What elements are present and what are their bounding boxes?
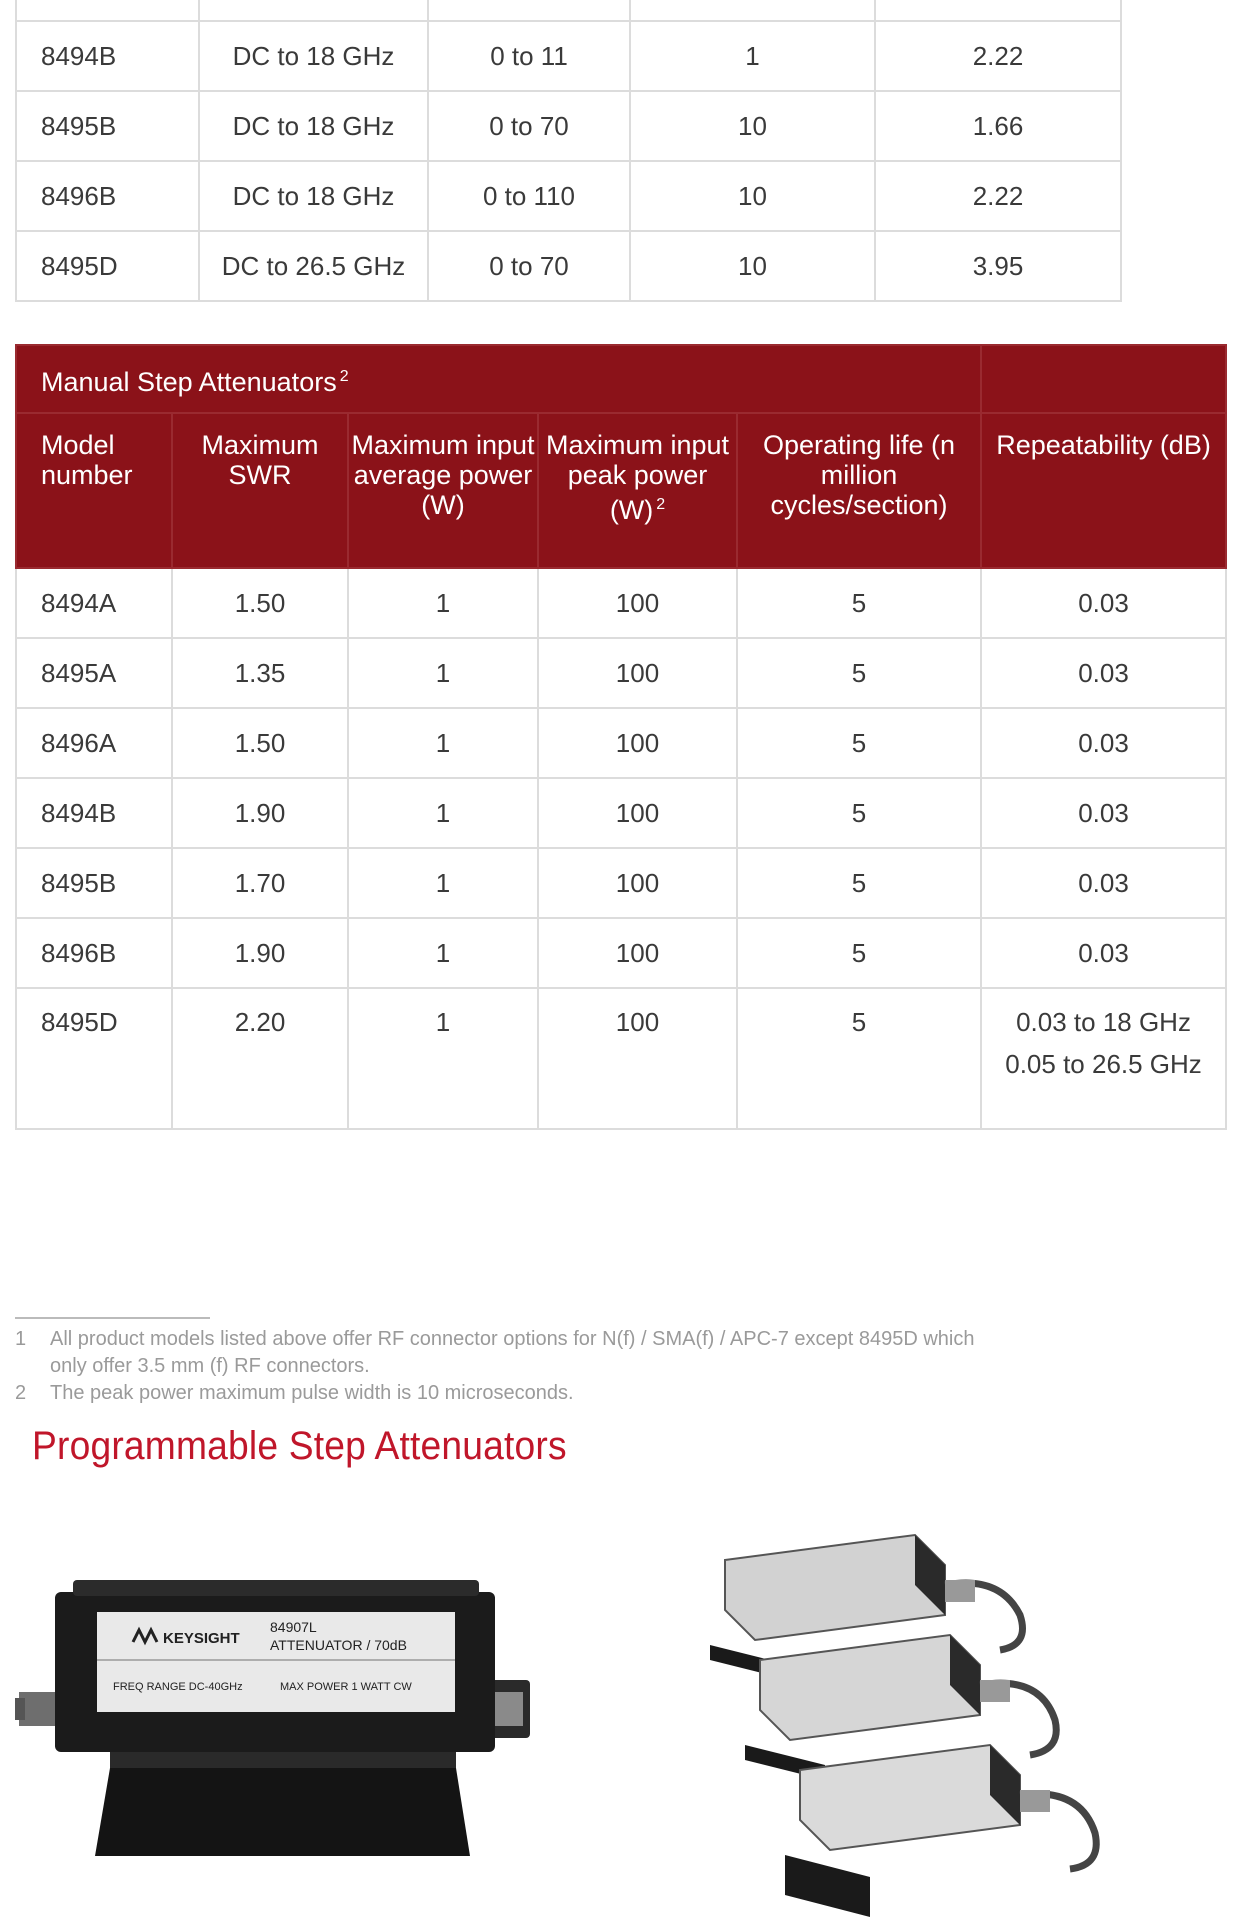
footnote-ref: 2 xyxy=(339,367,349,385)
range-cell: 0 to 70 xyxy=(428,91,630,161)
label-brand: KEYSIGHT xyxy=(163,1630,240,1647)
model-cell: 8496A xyxy=(16,708,172,778)
footnote-ref: 2 xyxy=(656,496,666,513)
range-cell: 0 to 70 xyxy=(428,231,630,301)
label-power: MAX POWER 1 WATT CW xyxy=(280,1681,412,1693)
header-repeatability: Repeatability (dB) xyxy=(981,413,1226,568)
label-model: 84907L xyxy=(270,1619,317,1635)
stand-base xyxy=(95,1768,470,1856)
table-row xyxy=(16,21,1121,91)
fixed-attenuator-table xyxy=(15,0,1122,302)
model-cell: 8495B xyxy=(16,848,172,918)
table-row xyxy=(16,638,1226,708)
avg-power-cell: 1 xyxy=(348,778,538,848)
range-cell: 0 to 11 xyxy=(428,21,630,91)
repeatability-line: 0.05 to 26.5 GHz xyxy=(1005,1049,1202,1079)
repeatability-cell: 0.03 xyxy=(981,638,1226,708)
peak-power-cell: 100 xyxy=(538,708,737,778)
footnote-number: 2 xyxy=(15,1382,27,1404)
peak-power-cell: 100 xyxy=(538,638,737,708)
header-model-number: Model number xyxy=(16,413,172,568)
avg-power-cell: 1 xyxy=(348,918,538,988)
label-name: ATTENUATOR / 70dB xyxy=(270,1637,407,1653)
table-row xyxy=(16,778,1226,848)
repeatability-cell: 0.03 xyxy=(981,568,1226,638)
repeatability-line: 0.03 to 18 GHz xyxy=(1016,1007,1191,1037)
avg-power-cell: 1 xyxy=(348,638,538,708)
attenuator-top xyxy=(73,1580,479,1596)
model-cell: 8495D xyxy=(16,231,199,301)
table-row-cut xyxy=(16,0,1121,21)
table-title-text: Manual Step Attenuators xyxy=(41,366,337,397)
avg-power-cell: 1 xyxy=(348,568,538,638)
life-cell: 5 xyxy=(737,638,981,708)
step-cell: 1 xyxy=(630,21,875,91)
table-header-row xyxy=(16,413,1226,568)
swr-cell: 1.90 xyxy=(172,918,348,988)
table-title-row xyxy=(16,345,1226,413)
header-operating-life: Operating life (n million cycles/section) xyxy=(737,413,981,568)
table-row xyxy=(16,231,1121,301)
manual-step-attenuators-table xyxy=(15,344,1227,1130)
model-cell: 8494B xyxy=(16,21,199,91)
table-row xyxy=(16,918,1226,988)
repeatability-cell xyxy=(981,988,1226,1129)
section-title: Programmable Step Attenuators xyxy=(32,1424,567,1468)
peak-power-cell: 100 xyxy=(538,988,737,1129)
header-peak-power-text: Maximum input peak power (W) xyxy=(545,430,730,525)
repeatability-cell: 0.03 xyxy=(981,918,1226,988)
connector-left-tip xyxy=(15,1698,25,1720)
life-cell: 5 xyxy=(737,918,981,988)
step-cell: 10 xyxy=(630,161,875,231)
table-row xyxy=(16,848,1226,918)
model-cell: 8495D xyxy=(16,988,172,1129)
table-row xyxy=(16,568,1226,638)
frequency-cell: DC to 18 GHz xyxy=(199,21,428,91)
model-cell: 8495B xyxy=(16,91,199,161)
model-cell: 8496B xyxy=(16,918,172,988)
peak-power-cell: 100 xyxy=(538,918,737,988)
length-cell: 1.66 xyxy=(875,91,1121,161)
table-row xyxy=(16,161,1121,231)
table-title-spacer xyxy=(981,345,1226,413)
swr-cell: 1.70 xyxy=(172,848,348,918)
header-max-swr: Maximum SWR xyxy=(172,413,348,568)
table-title xyxy=(16,345,981,413)
frequency-cell: DC to 26.5 GHz xyxy=(199,231,428,301)
footnote xyxy=(15,1380,1015,1407)
table-row xyxy=(16,988,1226,1129)
model-cell: 8494A xyxy=(16,568,172,638)
footnote xyxy=(15,1326,1015,1380)
length-cell: 2.22 xyxy=(875,161,1121,231)
attenuator-product-photo xyxy=(15,1560,545,1860)
range-cell: 0 to 110 xyxy=(428,161,630,231)
repeatability-cell: 0.03 xyxy=(981,848,1226,918)
swr-cell: 1.90 xyxy=(172,778,348,848)
peak-power-cell: 100 xyxy=(538,848,737,918)
frequency-cell: DC to 18 GHz xyxy=(199,161,428,231)
attenuator-unit-3 xyxy=(785,1745,1096,1917)
footnote-number: 1 xyxy=(15,1328,27,1350)
swr-cell: 1.50 xyxy=(172,568,348,638)
frequency-cell: DC to 18 GHz xyxy=(199,91,428,161)
table-row xyxy=(16,708,1226,778)
swr-cell: 1.35 xyxy=(172,638,348,708)
life-cell: 5 xyxy=(737,778,981,848)
life-cell: 5 xyxy=(737,708,981,778)
footnote-text: All product models listed above offer RF connector options for N(f) / SMA(f) / APC-7 except 8495D which only offer 3.5 mm (f) RF connectors. xyxy=(50,1328,975,1377)
stand-top xyxy=(110,1752,456,1768)
model-cell: 8496B xyxy=(16,161,199,231)
table-row xyxy=(16,91,1121,161)
model-cell: 8494B xyxy=(16,778,172,848)
connector-right-inner xyxy=(493,1692,523,1726)
life-cell: 5 xyxy=(737,988,981,1129)
swr-cell: 2.20 xyxy=(172,988,348,1129)
repeatability-cell: 0.03 xyxy=(981,778,1226,848)
length-cell: 2.22 xyxy=(875,21,1121,91)
attenuator-stack-photo xyxy=(700,1525,1160,1920)
life-cell: 5 xyxy=(737,568,981,638)
peak-power-cell: 100 xyxy=(538,568,737,638)
life-cell: 5 xyxy=(737,848,981,918)
footnotes xyxy=(15,1326,1015,1407)
repeatability-cell: 0.03 xyxy=(981,708,1226,778)
peak-power-cell: 100 xyxy=(538,778,737,848)
avg-power-cell: 1 xyxy=(348,848,538,918)
footnote-divider xyxy=(15,1317,210,1319)
avg-power-cell: 1 xyxy=(348,708,538,778)
header-avg-power: Maximum input average power (W) xyxy=(348,413,538,568)
avg-power-cell: 1 xyxy=(348,988,538,1129)
header-peak-power xyxy=(538,413,737,568)
step-cell: 10 xyxy=(630,231,875,301)
footnote-text: The peak power maximum pulse width is 10 microseconds. xyxy=(50,1382,574,1404)
step-cell: 10 xyxy=(630,91,875,161)
label-freq: FREQ RANGE DC-40GHz xyxy=(113,1681,243,1693)
swr-cell: 1.50 xyxy=(172,708,348,778)
length-cell: 3.95 xyxy=(875,231,1121,301)
model-cell: 8495A xyxy=(16,638,172,708)
